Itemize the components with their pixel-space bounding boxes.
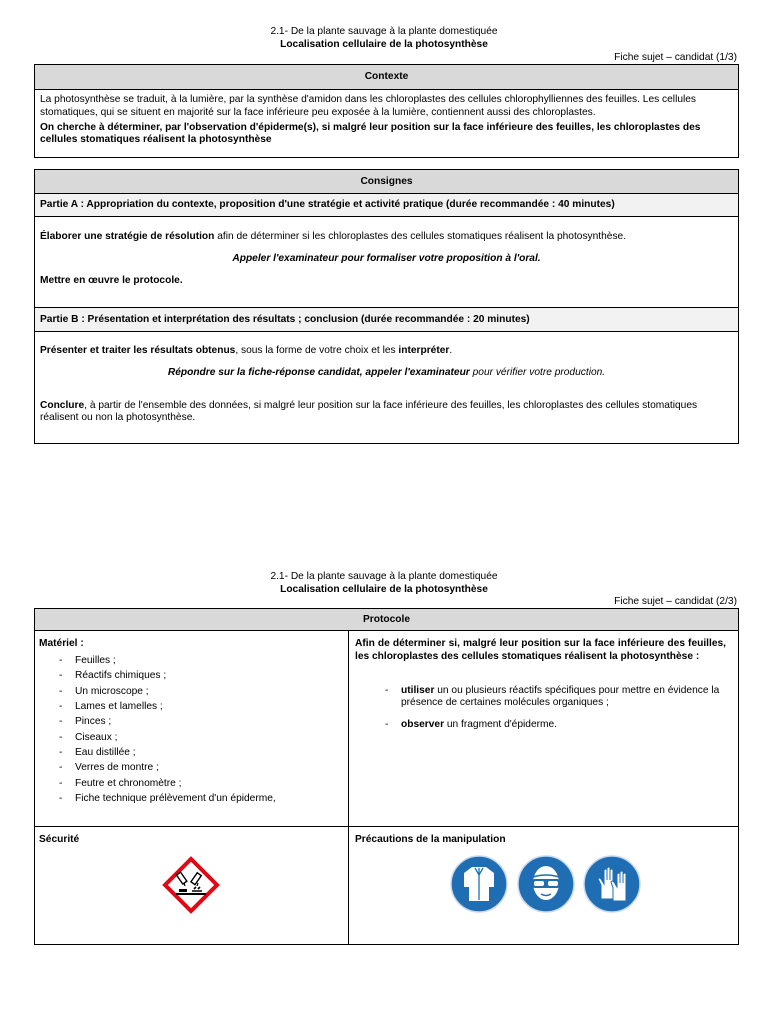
partie-a-strategy: Élaborer une stratégie de résolution afin de déterminer si les chloroplastes des cellules stomatiques réalisent la photosynthèse.: [40, 231, 627, 242]
contexte-title: Contexte: [35, 65, 738, 90]
consignes-title: Consignes: [35, 170, 738, 194]
partie-b-answer: Répondre sur la fiche-réponse candidat, appeler l'examinateur pour vérifier votre production.: [167, 366, 606, 378]
actions-list: [385, 685, 726, 732]
list-item: - Feuilles ;: [59, 655, 348, 670]
partie-b-present: Présenter et traiter les résultats obtenus, sous la forme de votre choix et les interpréter.: [40, 345, 453, 356]
list-item: - Lames et lamelles ;: [59, 701, 348, 716]
contexte-question: On cherche à déterminer, par l'observation d'épiderme(s), si malgré leur position sur la face inférieure des feuilles, les chloroplastes des cellules stomatiques réalisent la photosynthèse: [40, 121, 701, 146]
partie-b-conclude: Conclure, à partir de l'ensemble des données, si malgré leur position sur la face inférieure des feuilles, les chloroplastes des cellules stomatiques réalisent ou non la photosynthèse.: [40, 399, 698, 424]
partie-a-protocol: Mettre en œuvre le protocole.: [40, 274, 183, 286]
lab-coat-icon: [450, 855, 508, 913]
partie-a-body: [35, 217, 738, 308]
materiel-list: [59, 655, 348, 809]
gloves-icon: [583, 855, 641, 913]
partie-a-title: Partie A : Appropriation du contexte, proposition d'une stratégie et activité pratique (durée recommandée : 40 minutes): [35, 194, 738, 217]
corrosive-hazard-icon: [162, 856, 220, 914]
list-item: - Pinces ;: [59, 716, 348, 731]
contexte-para1: La photosynthèse se traduit, à la lumière, par la synthèse d'amidon dans les chloroplastes des cellules chlorophylliennes des feuilles. Les cellules stomatiques, qui se situent en majorité sur la face inférieure peu exposée à la lumière, contiennent aussi des chloroplastes.: [40, 94, 697, 118]
materiel-cell: [35, 631, 349, 826]
objectif-cell: [349, 631, 738, 826]
list-item: - Feutre et chronomètre ;: [59, 778, 348, 793]
securite-cell: [35, 827, 349, 944]
page2-header-line1: 2.1- De la plante sauvage à la plante domestiquée: [270, 571, 498, 582]
partie-b-title: Partie B : Présentation et interprétation des résultats ; conclusion (durée recommandée : 20 minutes): [35, 308, 738, 332]
page2-fiche-label: Fiche sujet – candidat (2/3): [614, 596, 737, 607]
partie-b-body: [35, 332, 738, 443]
action-observer: - observer un fragment d'épiderme.: [385, 719, 726, 732]
precautions-cell: [349, 827, 738, 944]
action-utiliser: - utiliser un ou plusieurs réactifs spécifiques pour mettre en évidence la présence de certaines molécules organiques ;: [385, 685, 726, 711]
list-item: - Un microscope ;: [59, 686, 348, 701]
securite-title: Sécurité: [39, 834, 80, 845]
contexte-body: [35, 90, 738, 157]
materiel-title: Matériel :: [39, 638, 84, 649]
page1-header-line1: 2.1- De la plante sauvage à la plante domestiquée: [270, 26, 498, 37]
safety-goggles-icon: [517, 855, 575, 913]
protocole-intro: Afin de déterminer si, malgré leur position sur la face inférieure des feuilles, les chloroplastes des cellules stomatiques réalisent la photosynthèse :: [355, 638, 726, 662]
partie-a-call-examiner: Appeler l'examinateur pour formaliser votre proposition à l'oral.: [232, 252, 541, 264]
protocole-title: Protocole: [35, 609, 738, 631]
page1-header-title: Localisation cellulaire de la photosynthèse: [280, 39, 488, 50]
page2-header-title: Localisation cellulaire de la photosynthèse: [280, 584, 488, 595]
precautions-title: Précautions de la manipulation: [355, 834, 506, 845]
protocole-bottom-row: [35, 827, 738, 944]
list-item: - Réactifs chimiques ;: [59, 670, 348, 685]
list-item: - Eau distillée ;: [59, 747, 348, 762]
page1-fiche-label: Fiche sujet – candidat (1/3): [614, 52, 737, 63]
protocole-top-row: [35, 631, 738, 827]
protocole-box: [34, 608, 739, 945]
contexte-box: [34, 64, 739, 158]
consignes-box: [34, 169, 739, 444]
list-item: - Verres de montre ;: [59, 762, 348, 777]
list-item: - Ciseaux ;: [59, 732, 348, 747]
list-item: - Fiche technique prélèvement d'un épiderme,: [59, 793, 348, 808]
